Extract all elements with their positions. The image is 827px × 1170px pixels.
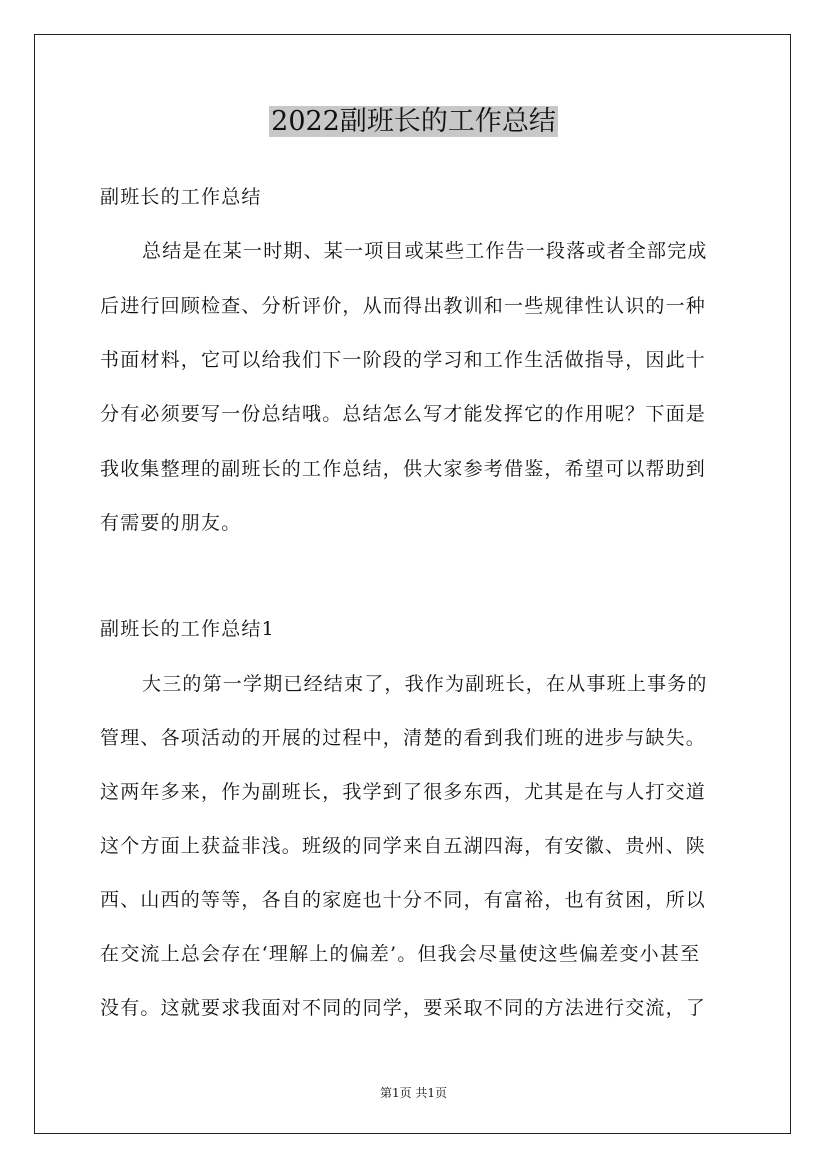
document-title <box>0 104 827 140</box>
paragraph-line: 我收集整理的副班长的工作总结，供大家参考借鉴，希望可以帮助到 <box>100 458 707 480</box>
section-heading: 副班长的工作总结 <box>100 186 262 208</box>
paragraph-line: 大三的第一学期已经结束了，我作为副班长，在从事班上事务的 <box>142 673 708 695</box>
paragraph-line: 这两年多来，作为副班长，我学到了很多东西，尤其是在与人打交道 <box>100 781 707 803</box>
section-heading: 副班长的工作总结1 <box>100 618 275 640</box>
paragraph-line: 分有必须要写一份总结哦。总结怎么写才能发挥它的作用呢？下面是 <box>100 403 707 425</box>
paragraph-line: 没有。这就要求我面对不同的同学，要采取不同的方法进行交流，了 <box>100 997 707 1019</box>
paragraph-line: 总结是在某一时期、某一项目或某些工作告一段落或者全部完成 <box>142 240 708 262</box>
paragraph-line: 西、山西的等等，各自的家庭也十分不同，有富裕，也有贫困，所以 <box>100 889 707 911</box>
page-footer: 第1页 共1页 <box>379 1086 448 1100</box>
document-title-text: 2022副班长的工作总结 <box>271 106 556 137</box>
paragraph-line: 书面材料，它可以给我们下一阶段的学习和工作生活做指导，因此十 <box>100 349 707 371</box>
paragraph-line: 有需要的朋友。 <box>100 512 242 534</box>
paragraph-line: 在交流上总会存在‘理解上的偏差’。但我会尽量使这些偏差变小甚至 <box>100 943 701 965</box>
paragraph-line: 后进行回顾检查、分析评价，从而得出教训和一些规律性认识的一种 <box>100 295 707 317</box>
paragraph-line: 管理、各项活动的开展的过程中，清楚的看到我们班的进步与缺失。 <box>100 727 707 749</box>
paragraph-line: 这个方面上获益非浅。班级的同学来自五湖四海，有安徽、贵州、陕 <box>100 835 707 857</box>
